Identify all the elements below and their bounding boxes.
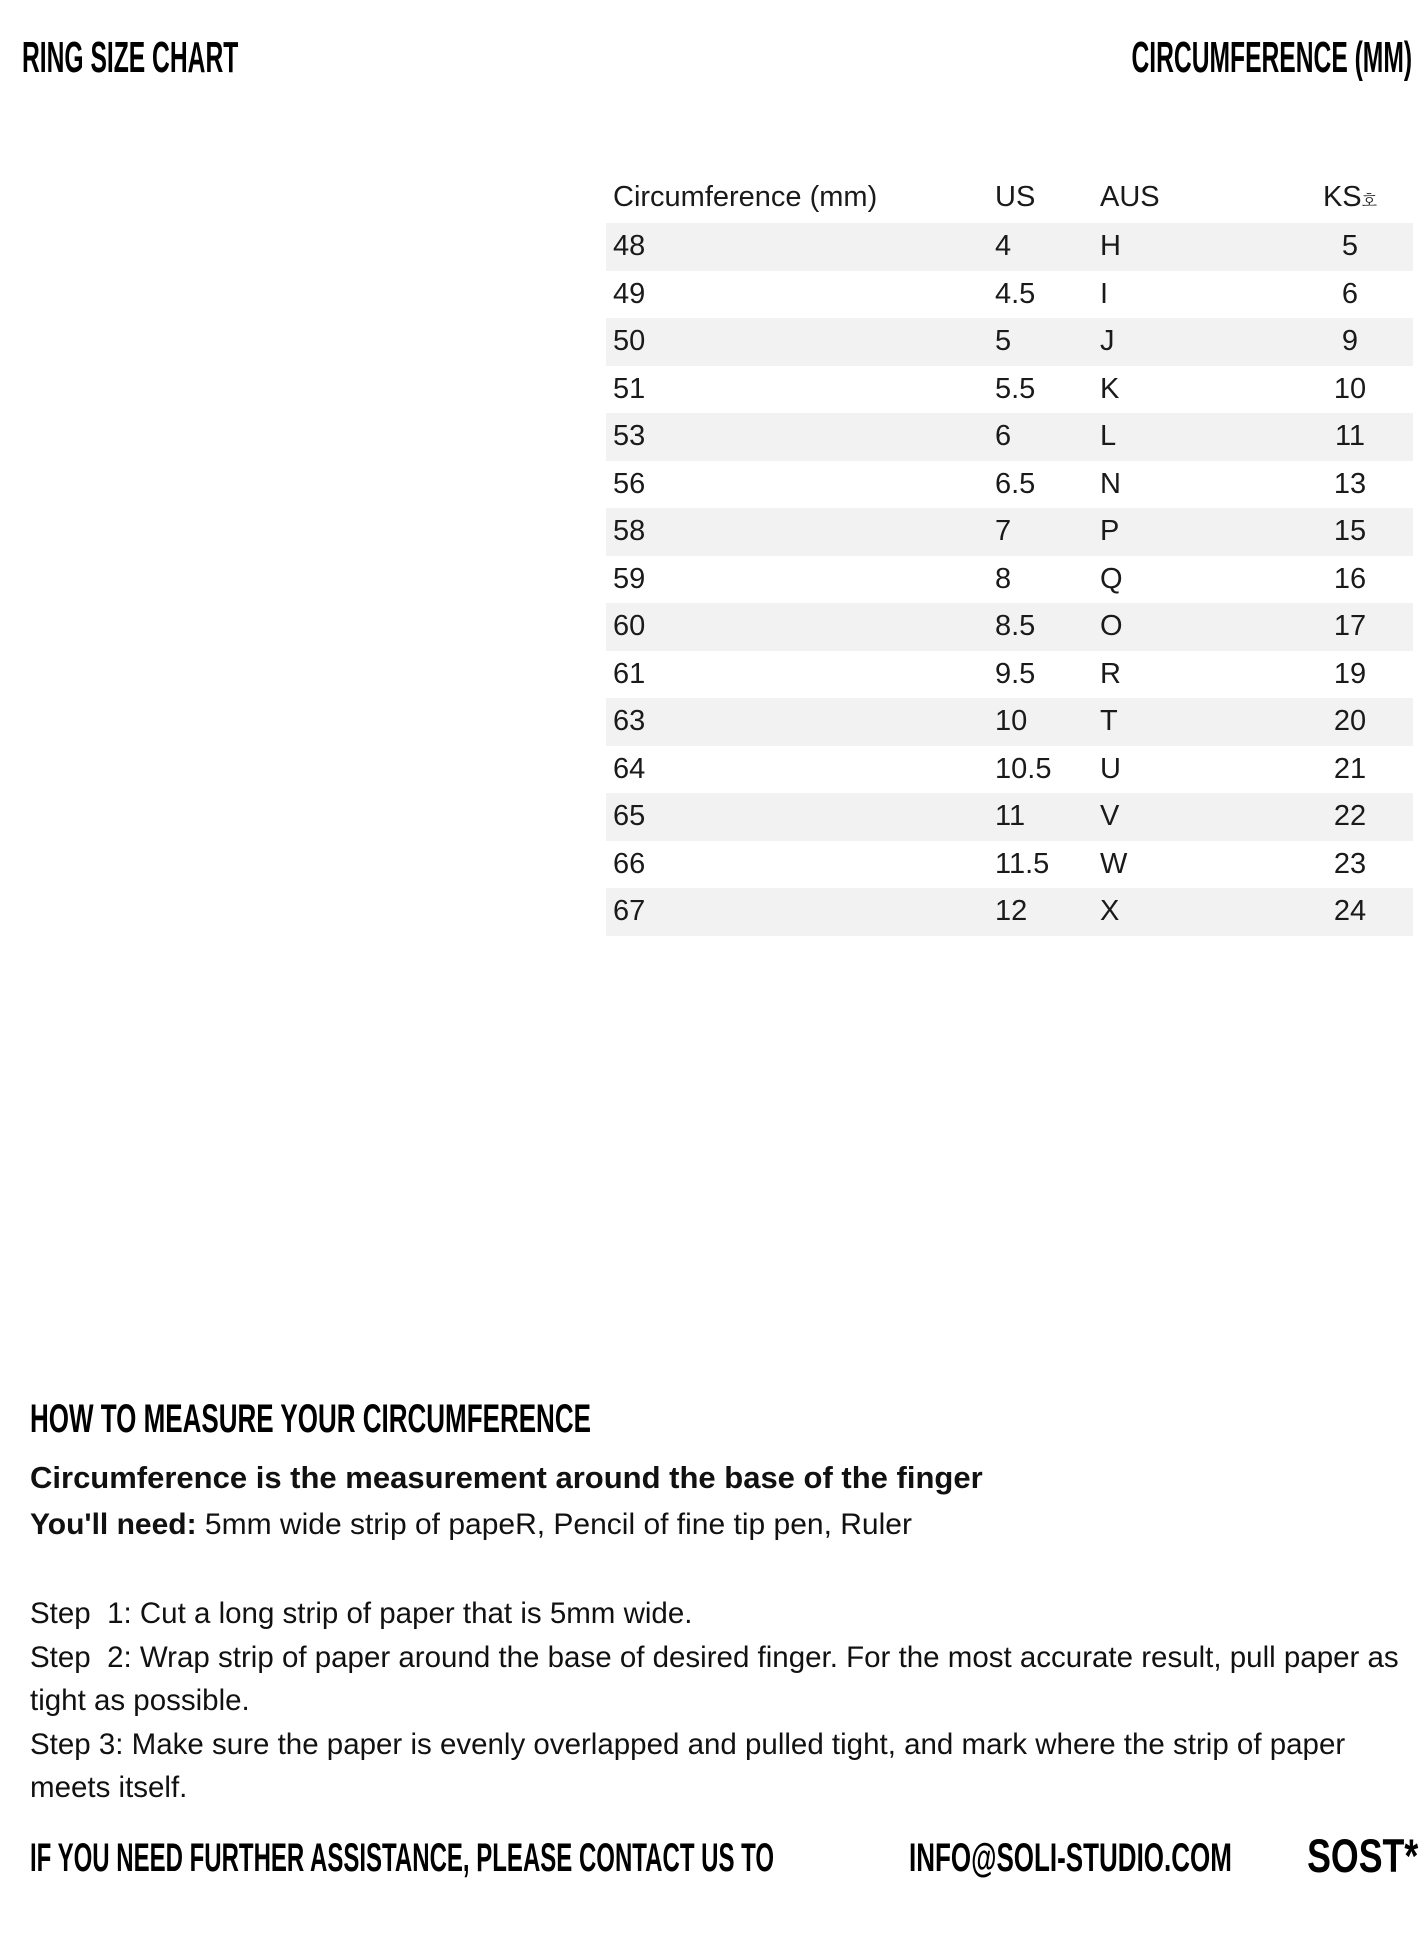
cell-aus: U <box>1100 752 1121 785</box>
table-row <box>606 223 1413 271</box>
column-header-circumference: Circumference (mm) <box>613 181 878 213</box>
cell-circumference: 59 <box>613 562 646 595</box>
cell-circumference: 60 <box>606 603 995 651</box>
cell-ks: 23 <box>1333 847 1367 880</box>
cell-ks: 21 <box>1333 752 1367 785</box>
cell-aus: N <box>1100 467 1121 500</box>
cell-us: 12 <box>995 888 1100 936</box>
cell-aus: R <box>1100 657 1121 690</box>
table-header-row <box>606 180 1413 223</box>
table-row <box>606 698 1413 746</box>
cell-aus: I <box>1100 277 1109 310</box>
sost-logo: SOST* <box>1306 1829 1418 1882</box>
materials-list: 5mm wide strip of papeR, Pencil of fine tip pen, Ruler <box>196 1508 912 1541</box>
cell-us: 9.5 <box>995 657 1036 690</box>
cell-ks: 13 <box>1333 467 1367 500</box>
cell-circumference: 64 <box>613 752 646 785</box>
materials-label: You'll need: <box>30 1508 197 1541</box>
size-table-body <box>606 223 1413 936</box>
cell-ks: 5 <box>1287 223 1413 271</box>
cell-us: 11 <box>995 793 1100 841</box>
cell-ks: 16 <box>1333 562 1367 595</box>
cell-us: 11.5 <box>995 847 1050 880</box>
cell-circumference: 51 <box>613 372 646 405</box>
table-row <box>606 318 1413 366</box>
cell-ks: 10 <box>1333 372 1367 405</box>
cell-us: 6 <box>995 413 1100 461</box>
cell-aus: T <box>1100 698 1287 746</box>
cell-us: 10 <box>995 698 1100 746</box>
column-header-aus: AUS <box>1100 181 1160 213</box>
cell-circumference: 58 <box>606 508 995 556</box>
step-1: Step 1: Cut a long strip of paper that is 5mm wide. <box>30 1597 693 1630</box>
cell-circumference: 67 <box>606 888 995 936</box>
cell-us: 4.5 <box>995 277 1036 310</box>
cell-aus: V <box>1100 793 1287 841</box>
materials-line <box>30 1505 912 1545</box>
column-header-ks-subscript: 호 <box>1361 193 1378 210</box>
table-row <box>606 793 1413 841</box>
table-row <box>606 461 1413 509</box>
cell-ks: 11 <box>1287 413 1413 461</box>
cell-aus: W <box>1100 847 1128 880</box>
cell-us: 4 <box>995 223 1100 271</box>
table-row <box>606 746 1413 794</box>
column-header-ks <box>1287 180 1413 223</box>
table-row <box>606 651 1413 699</box>
cell-ks: 9 <box>1287 318 1413 366</box>
cell-us: 5 <box>995 318 1100 366</box>
cell-circumference: 65 <box>606 793 995 841</box>
cell-aus: L <box>1100 413 1287 461</box>
table-header <box>606 180 1413 223</box>
cell-aus: H <box>1100 223 1287 271</box>
circumference-unit-heading: CIRCUMFERENCE (MM) <box>1131 33 1412 82</box>
cell-us: 7 <box>995 508 1100 556</box>
cell-ks: 22 <box>1287 793 1413 841</box>
cell-circumference: 48 <box>606 223 995 271</box>
cell-circumference: 53 <box>606 413 995 461</box>
cell-aus: O <box>1100 603 1287 651</box>
table-row <box>606 271 1413 319</box>
cell-us: 8.5 <box>995 603 1100 651</box>
cell-circumference: 66 <box>613 847 646 880</box>
step-3: Step 3: Make sure the paper is evenly overlapped and pulled tight, and mark where the strip of paper meets itself. <box>30 1727 1354 1804</box>
ring-size-table <box>606 180 1413 936</box>
page-title: RING SIZE CHART <box>22 33 239 82</box>
cell-us: 6.5 <box>995 467 1036 500</box>
cell-us: 8 <box>995 562 1012 595</box>
cell-aus: Q <box>1100 562 1123 595</box>
table-row <box>606 888 1413 936</box>
step-2: Step 2: Wrap strip of paper around the base of desired finger. For the most accurate result, pull paper as tight as possible. <box>30 1640 1407 1717</box>
table-row <box>606 508 1413 556</box>
cell-aus: K <box>1100 372 1120 405</box>
cell-circumference: 56 <box>613 467 646 500</box>
cell-us: 10.5 <box>995 752 1052 785</box>
steps-list <box>30 1592 1420 1810</box>
table-row <box>606 556 1413 604</box>
table-row <box>606 413 1413 461</box>
column-header-us: US <box>995 181 1036 213</box>
cell-ks: 19 <box>1333 657 1367 690</box>
cell-ks: 15 <box>1287 508 1413 556</box>
cell-us: 5.5 <box>995 372 1036 405</box>
cell-ks: 6 <box>1341 277 1359 310</box>
cell-aus: J <box>1100 318 1287 366</box>
cell-ks: 17 <box>1287 603 1413 651</box>
table-row <box>606 366 1413 414</box>
cell-circumference: 50 <box>606 318 995 366</box>
cell-circumference: 63 <box>606 698 995 746</box>
cell-ks: 20 <box>1287 698 1413 746</box>
cell-ks: 24 <box>1287 888 1413 936</box>
column-header-ks-main: KS <box>1322 181 1362 213</box>
assistance-text: IF YOU NEED FURTHER ASSISTANCE, PLEASE CONTACT US TO <box>30 1836 775 1880</box>
table-row <box>606 841 1413 889</box>
cell-circumference: 49 <box>613 277 646 310</box>
cell-aus: X <box>1100 888 1287 936</box>
contact-email-link[interactable]: INFO@SOLI-STUDIO.COM <box>909 1836 1232 1880</box>
cell-aus: P <box>1100 508 1287 556</box>
how-to-heading: HOW TO MEASURE YOUR CIRCUMFERENCE <box>30 1397 591 1441</box>
table-row <box>606 603 1413 651</box>
circumference-definition: Circumference is the measurement around the base of the finger <box>30 1460 983 1495</box>
cell-circumference: 61 <box>613 657 646 690</box>
